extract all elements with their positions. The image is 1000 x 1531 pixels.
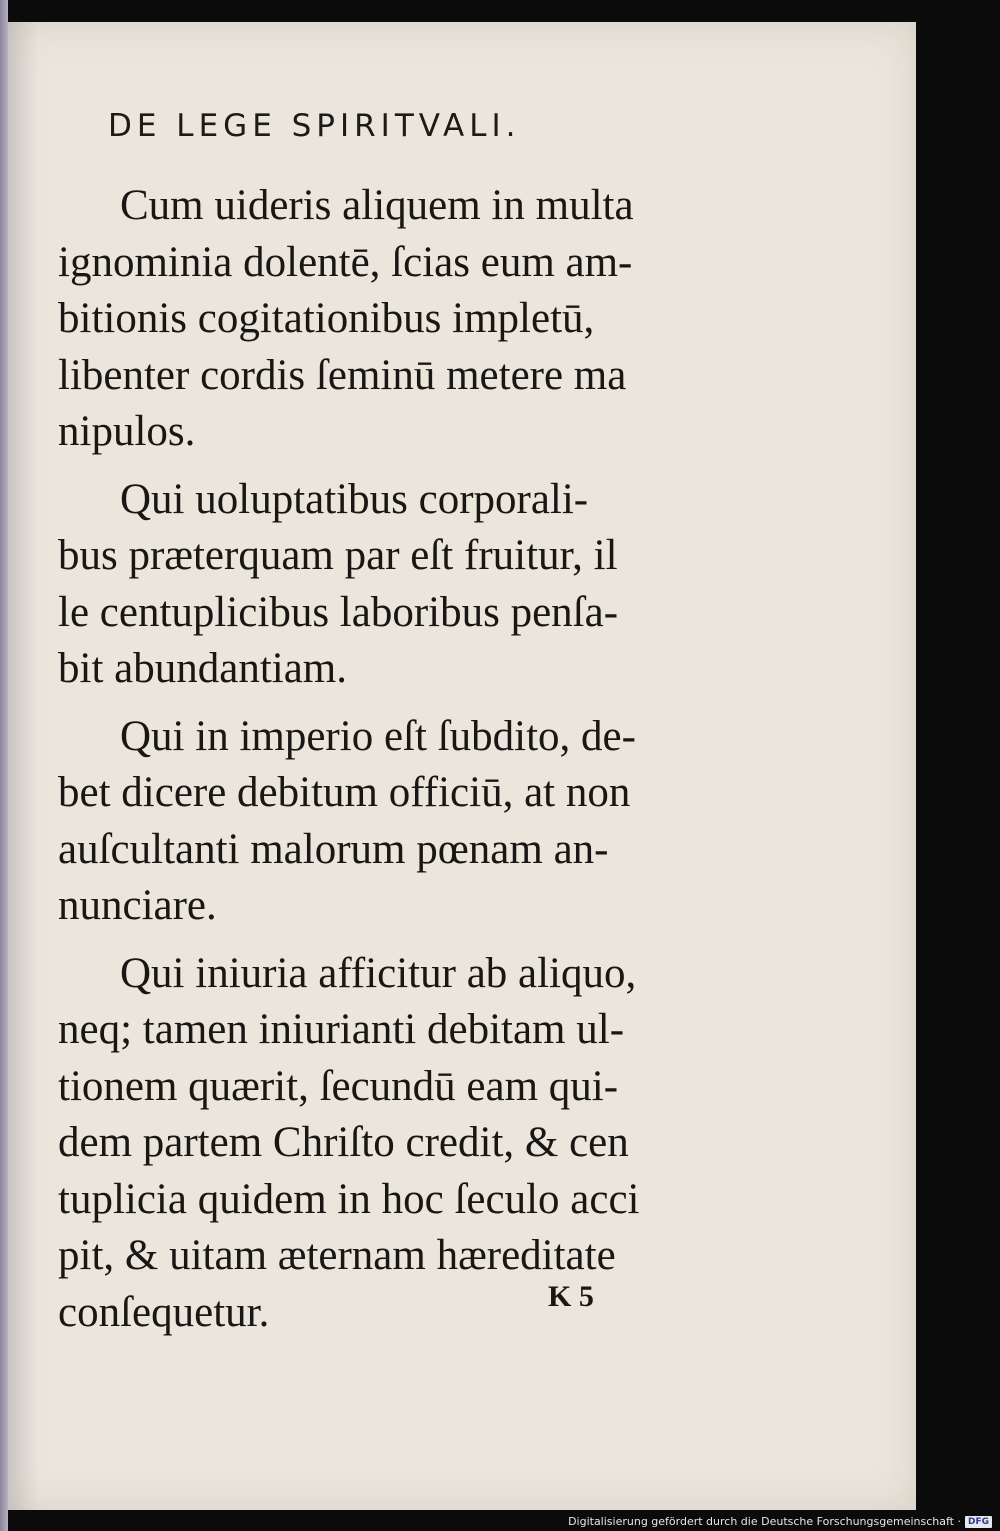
text-line: nunciare. (58, 882, 217, 929)
dfg-logo: DFG (965, 1516, 992, 1528)
scan-edge (0, 0, 8, 1531)
text-line: bitionis cogitationibus impletū, (58, 295, 595, 342)
text-line: libenter cordis ſeminū metere ma (58, 351, 627, 399)
text-line: Qui in imperio eſt ſubdito, de‑ (120, 712, 636, 760)
text-line: Qui iniuria afficitur ab aliquo, (120, 949, 637, 997)
text-line: neq; tamen iniurianti debitam ul‑ (58, 1006, 625, 1053)
text-line: Cum uideris aliquem in multa (120, 182, 634, 229)
text-line: ignominia dolentē, ſcias eum am‑ (58, 238, 633, 286)
text-line: conſequetur. (58, 1288, 270, 1336)
text-line: Qui uoluptatibus corporali‑ (120, 475, 589, 523)
text-line: bit abundantiam. (58, 645, 347, 692)
text-line: pit, & uitam æternam hæreditate (58, 1232, 616, 1279)
text-line: bus præterquam par eſt fruitur, il (58, 532, 618, 579)
text-line: tuplicia quidem in hoc ſeculo acci (58, 1175, 640, 1223)
text-line: tionem quærit, ſecundū eam qui‑ (58, 1062, 619, 1110)
running-title: DE LEGE SPIRITVALI. (108, 108, 521, 144)
text-line: nipulos. (58, 408, 196, 455)
text-line: bet dicere debitum officiū, at non (58, 769, 631, 816)
signature-mark: K 5 (548, 1280, 594, 1313)
text-line: auſcultanti malorum pœnam an‑ (58, 825, 609, 873)
credit-text: Digitalisierung gefördert durch die Deutsche Forschungsgemeinschaft · (568, 1515, 961, 1528)
book-page (8, 22, 916, 1510)
digitization-credit (568, 1515, 992, 1528)
text-block (58, 178, 708, 1341)
text-line: dem partem Chriſto credit, & cen (58, 1119, 629, 1166)
text-line: le centuplicibus laboribus penſa‑ (58, 588, 619, 636)
